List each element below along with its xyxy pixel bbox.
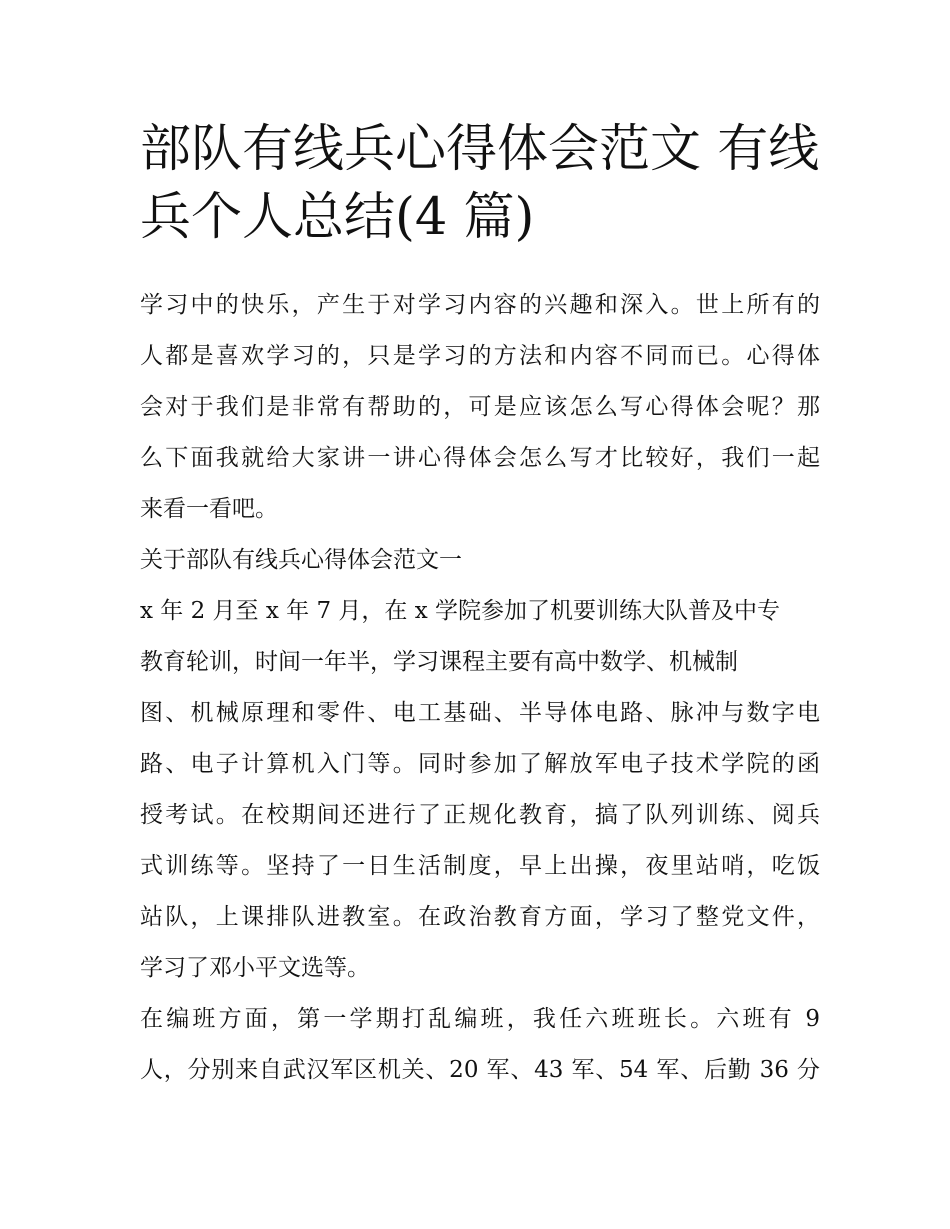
body-line: 么下面我就给大家讲一讲心得体会怎么写才比较好，我们一起 — [140, 445, 820, 471]
document-title — [140, 116, 820, 252]
body-line: 路、电子计算机入门等。同时参加了解放军电子技术学院的函 — [140, 751, 820, 777]
body-line: 人，分别来自武汉军区机关、20 军、43 军、54 军、后勤 36 分 — [140, 1057, 820, 1083]
body-line: 来看一看吧。 — [140, 496, 278, 522]
body-line: x 年 2 月至 x 年 7 月，在 x 学院参加了机要训练大队普及中专 — [140, 598, 780, 624]
body-line: 式训练等。坚持了一日生活制度，早上出操，夜里站哨，吃饭 — [140, 853, 820, 879]
body-line: 学习中的快乐，产生于对学习内容的兴趣和深入。世上所有的 — [140, 292, 820, 318]
title-line: 部队有线兵心得体会范文 有线 — [140, 120, 820, 179]
body-line: 站队，上课排队进教室。在政治教育方面，学习了整党文件， — [140, 904, 820, 930]
body-line: 学习了邓小平文选等。 — [140, 955, 370, 981]
body-line: 在编班方面，第一学期打乱编班，我任六班班长。六班有 9 — [140, 1006, 820, 1032]
body-line: 人都是喜欢学习的，只是学习的方法和内容不同而已。心得体 — [140, 343, 820, 369]
body-line: 授考试。在校期间还进行了正规化教育，搞了队列训练、阅兵 — [140, 802, 820, 828]
body-line: 会对于我们是非常有帮助的，可是应该怎么写心得体会呢？那 — [140, 394, 820, 420]
title-line: 兵个人总结(4 篇) — [140, 188, 535, 247]
body-line: 教育轮训，时间一年半，学习课程主要有高中数学、机械制 — [140, 649, 738, 675]
document-body — [140, 280, 820, 1096]
body-line: 图、机械原理和零件、电工基础、半导体电路、脉冲与数字电 — [140, 700, 820, 726]
section-heading: 关于部队有线兵心得体会范文一 — [140, 547, 462, 573]
